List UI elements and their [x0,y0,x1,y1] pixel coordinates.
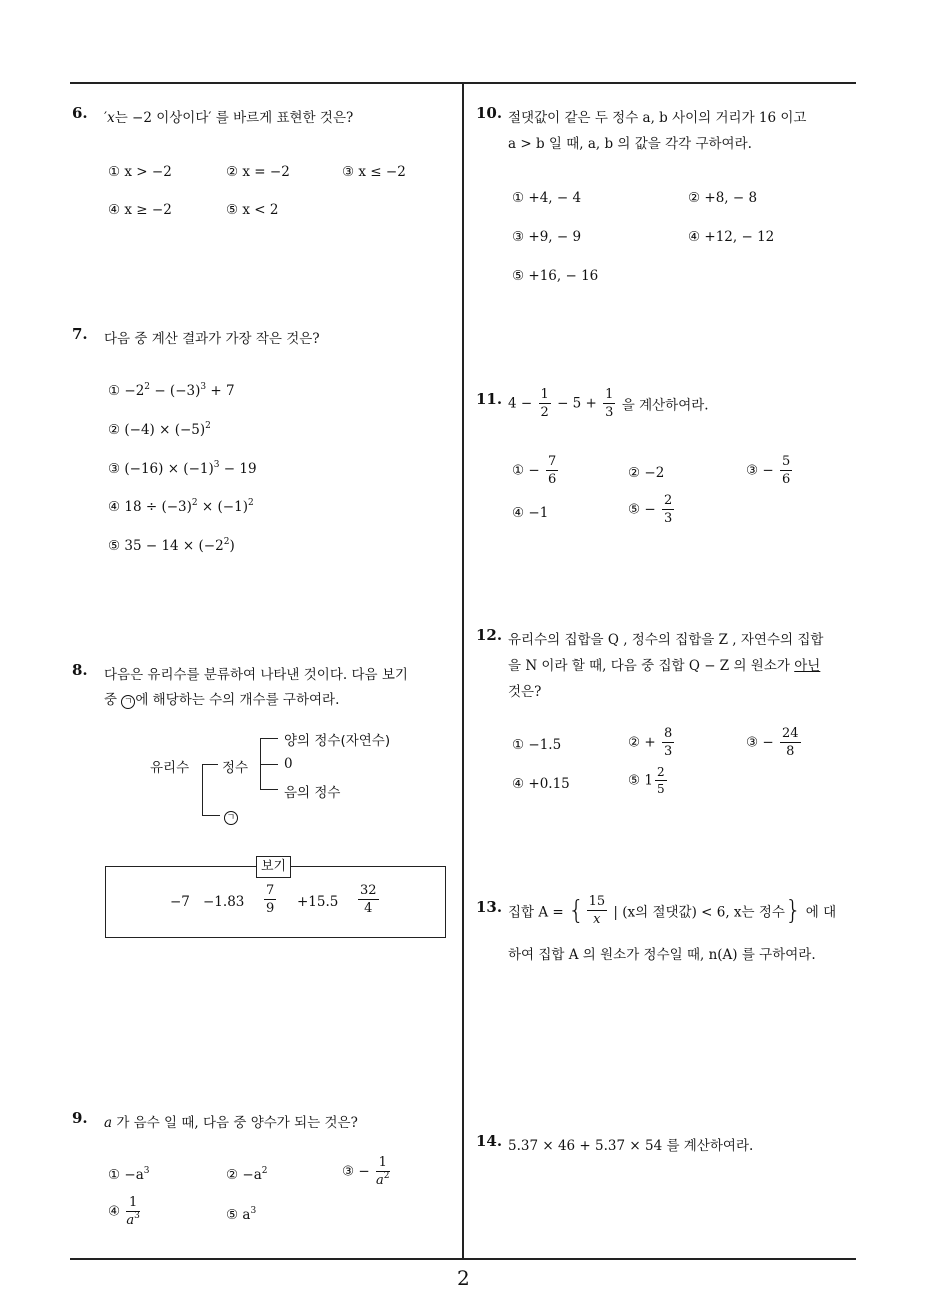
option-5[interactable]: ⑤ $35 - 14 \times (-2^2)$ [108,537,235,554]
bottom-rule [70,1258,856,1260]
question-stem: 다음 중 계산 결과가 가장 작은 것은? [104,331,320,347]
question-number: 10. [476,104,503,122]
example-value: −1.83 [203,894,245,910]
option-4[interactable]: ④ x ≥ −2 [108,202,172,218]
question-stem: ′x는 −2 이상이다′ 를 바르게 표현한 것은? [104,110,354,126]
tree-branch-line [260,764,278,765]
tree-zero-label: 0 [284,756,293,772]
option-2[interactable]: ② + $\frac{8}{3}$ [628,726,673,759]
circled-mark: ㄱ [121,695,135,709]
tree-branch-line [202,764,218,765]
question-stem-line-3: 것은? [508,684,542,700]
option-4[interactable]: ④ +12, − 12 [688,229,775,245]
option-3[interactable]: ③ +9, − 9 [512,229,582,245]
example-value: −7 [170,894,190,910]
option-1[interactable]: ① x > −2 [108,164,172,180]
option-3[interactable]: ③ − $\frac{24}{8}$ [746,726,799,759]
question-stem-line-1: 다음은 유리수를 분류하여 나타낸 것이다. 다음 보기 [104,667,408,683]
example-box-label: 보기 [256,856,291,878]
option-2[interactable]: ② +8, − 8 [688,190,758,206]
option-3[interactable]: ③ − $\frac{1}{a^2}$ [342,1155,390,1188]
option-2[interactable]: ② $-a^2$ [226,1166,268,1183]
question-stem-line-1: 절댓값이 같은 두 정수 a, b 사이의 거리가 16 이고 [508,110,807,126]
column-divider [462,82,464,1260]
example-fraction: $\frac{7}{9}$ [266,883,275,916]
question-stem: 4 − $\frac{1}{2}$ − 5 + $\frac{1}{3}$ 을 계산하여라. [508,387,709,420]
tree-negative-label: 음의 정수 [284,785,341,801]
option-1[interactable]: ① −1.5 [512,737,562,753]
question-stem-line-2: 을 N 이라 할 때, 다음 중 집합 Q − Z 의 원소가 아닌 [508,658,821,674]
tree-branch-line [202,764,203,816]
option-3[interactable]: ③ x ≤ −2 [342,164,406,180]
option-3[interactable]: ③ $(-16) \times (-1)^3 - 19$ [108,460,257,477]
option-5[interactable]: ⑤ x < 2 [226,202,279,218]
tree-integer-label: 정수 [222,760,249,776]
option-4[interactable]: ④ −1 [512,505,549,521]
option-1[interactable]: ① +4, − 4 [512,190,582,206]
tree-root-label: 유리수 [150,760,190,776]
question-number: 6. [72,104,88,122]
question-number: 7. [72,325,88,343]
question-stem-line-2: 중 ㄱ 에 해당하는 수의 개수를 구하여라. [104,692,340,708]
question-number: 8. [72,661,88,679]
option-1[interactable]: ① − $\frac{7}{6}$ [512,454,557,487]
question-stem-line-2: 하여 집합 A 의 원소가 정수일 때, n(A) 를 구하여라. [508,947,816,963]
question-stem-line-1: 유리수의 집합을 Q , 정수의 집합을 Z , 자연수의 집합 [508,632,824,648]
tree-branch-line [202,815,220,816]
tree-branch-line [260,789,278,790]
option-1[interactable]: ① $-2^2 - (-3)^3 + 7$ [108,382,235,399]
question-number: 9. [72,1109,88,1127]
question-number: 11. [476,390,503,408]
option-5[interactable]: ⑤ − $\frac{2}{3}$ [628,493,673,526]
option-1[interactable]: ① $-a^3$ [108,1166,150,1183]
option-5[interactable]: ⑤ $a^3$ [226,1206,257,1223]
option-4[interactable]: ④ $18 \div (-3)^2 \times (-1)^2$ [108,498,254,515]
question-stem-line-1: 집합 A = { $\frac{15}{x}$ | (x의 절댓값) < 6, x는 정수} 에 대 [508,894,837,927]
example-value: +15.5 [297,894,339,910]
tree-positive-label: 양의 정수(자연수) [284,733,391,749]
question-number: 12. [476,626,503,644]
option-5[interactable]: ⑤ 1 $\frac{2}{5}$ [628,765,665,796]
option-2[interactable]: ② −2 [628,465,665,481]
option-4[interactable]: ④ +0.15 [512,776,570,792]
tree-mark-label: ㄱ [224,808,238,825]
question-number: 13. [476,898,503,916]
option-5[interactable]: ⑤ +16, − 16 [512,268,599,284]
question-stem: 5.37 × 46 + 5.37 × 54 를 계산하여라. [508,1138,754,1154]
option-2[interactable]: ② $(-4) \times (-5)^2$ [108,421,211,438]
question-stem-line-2: a > b 일 때, a, b 의 값을 각각 구하여라. [508,136,752,152]
question-number: 14. [476,1132,503,1150]
question-stem: a 가 음수 일 때, 다음 중 양수가 되는 것은? [104,1115,358,1131]
tree-branch-line [260,738,278,739]
example-fraction: $\frac{32}{4}$ [360,883,377,916]
option-4[interactable]: ④ $\frac{1}{a^3}$ [108,1195,140,1228]
option-2[interactable]: ② x = −2 [226,164,290,180]
page-number: 2 [457,1266,470,1290]
option-3[interactable]: ③ − $\frac{5}{6}$ [746,454,791,487]
